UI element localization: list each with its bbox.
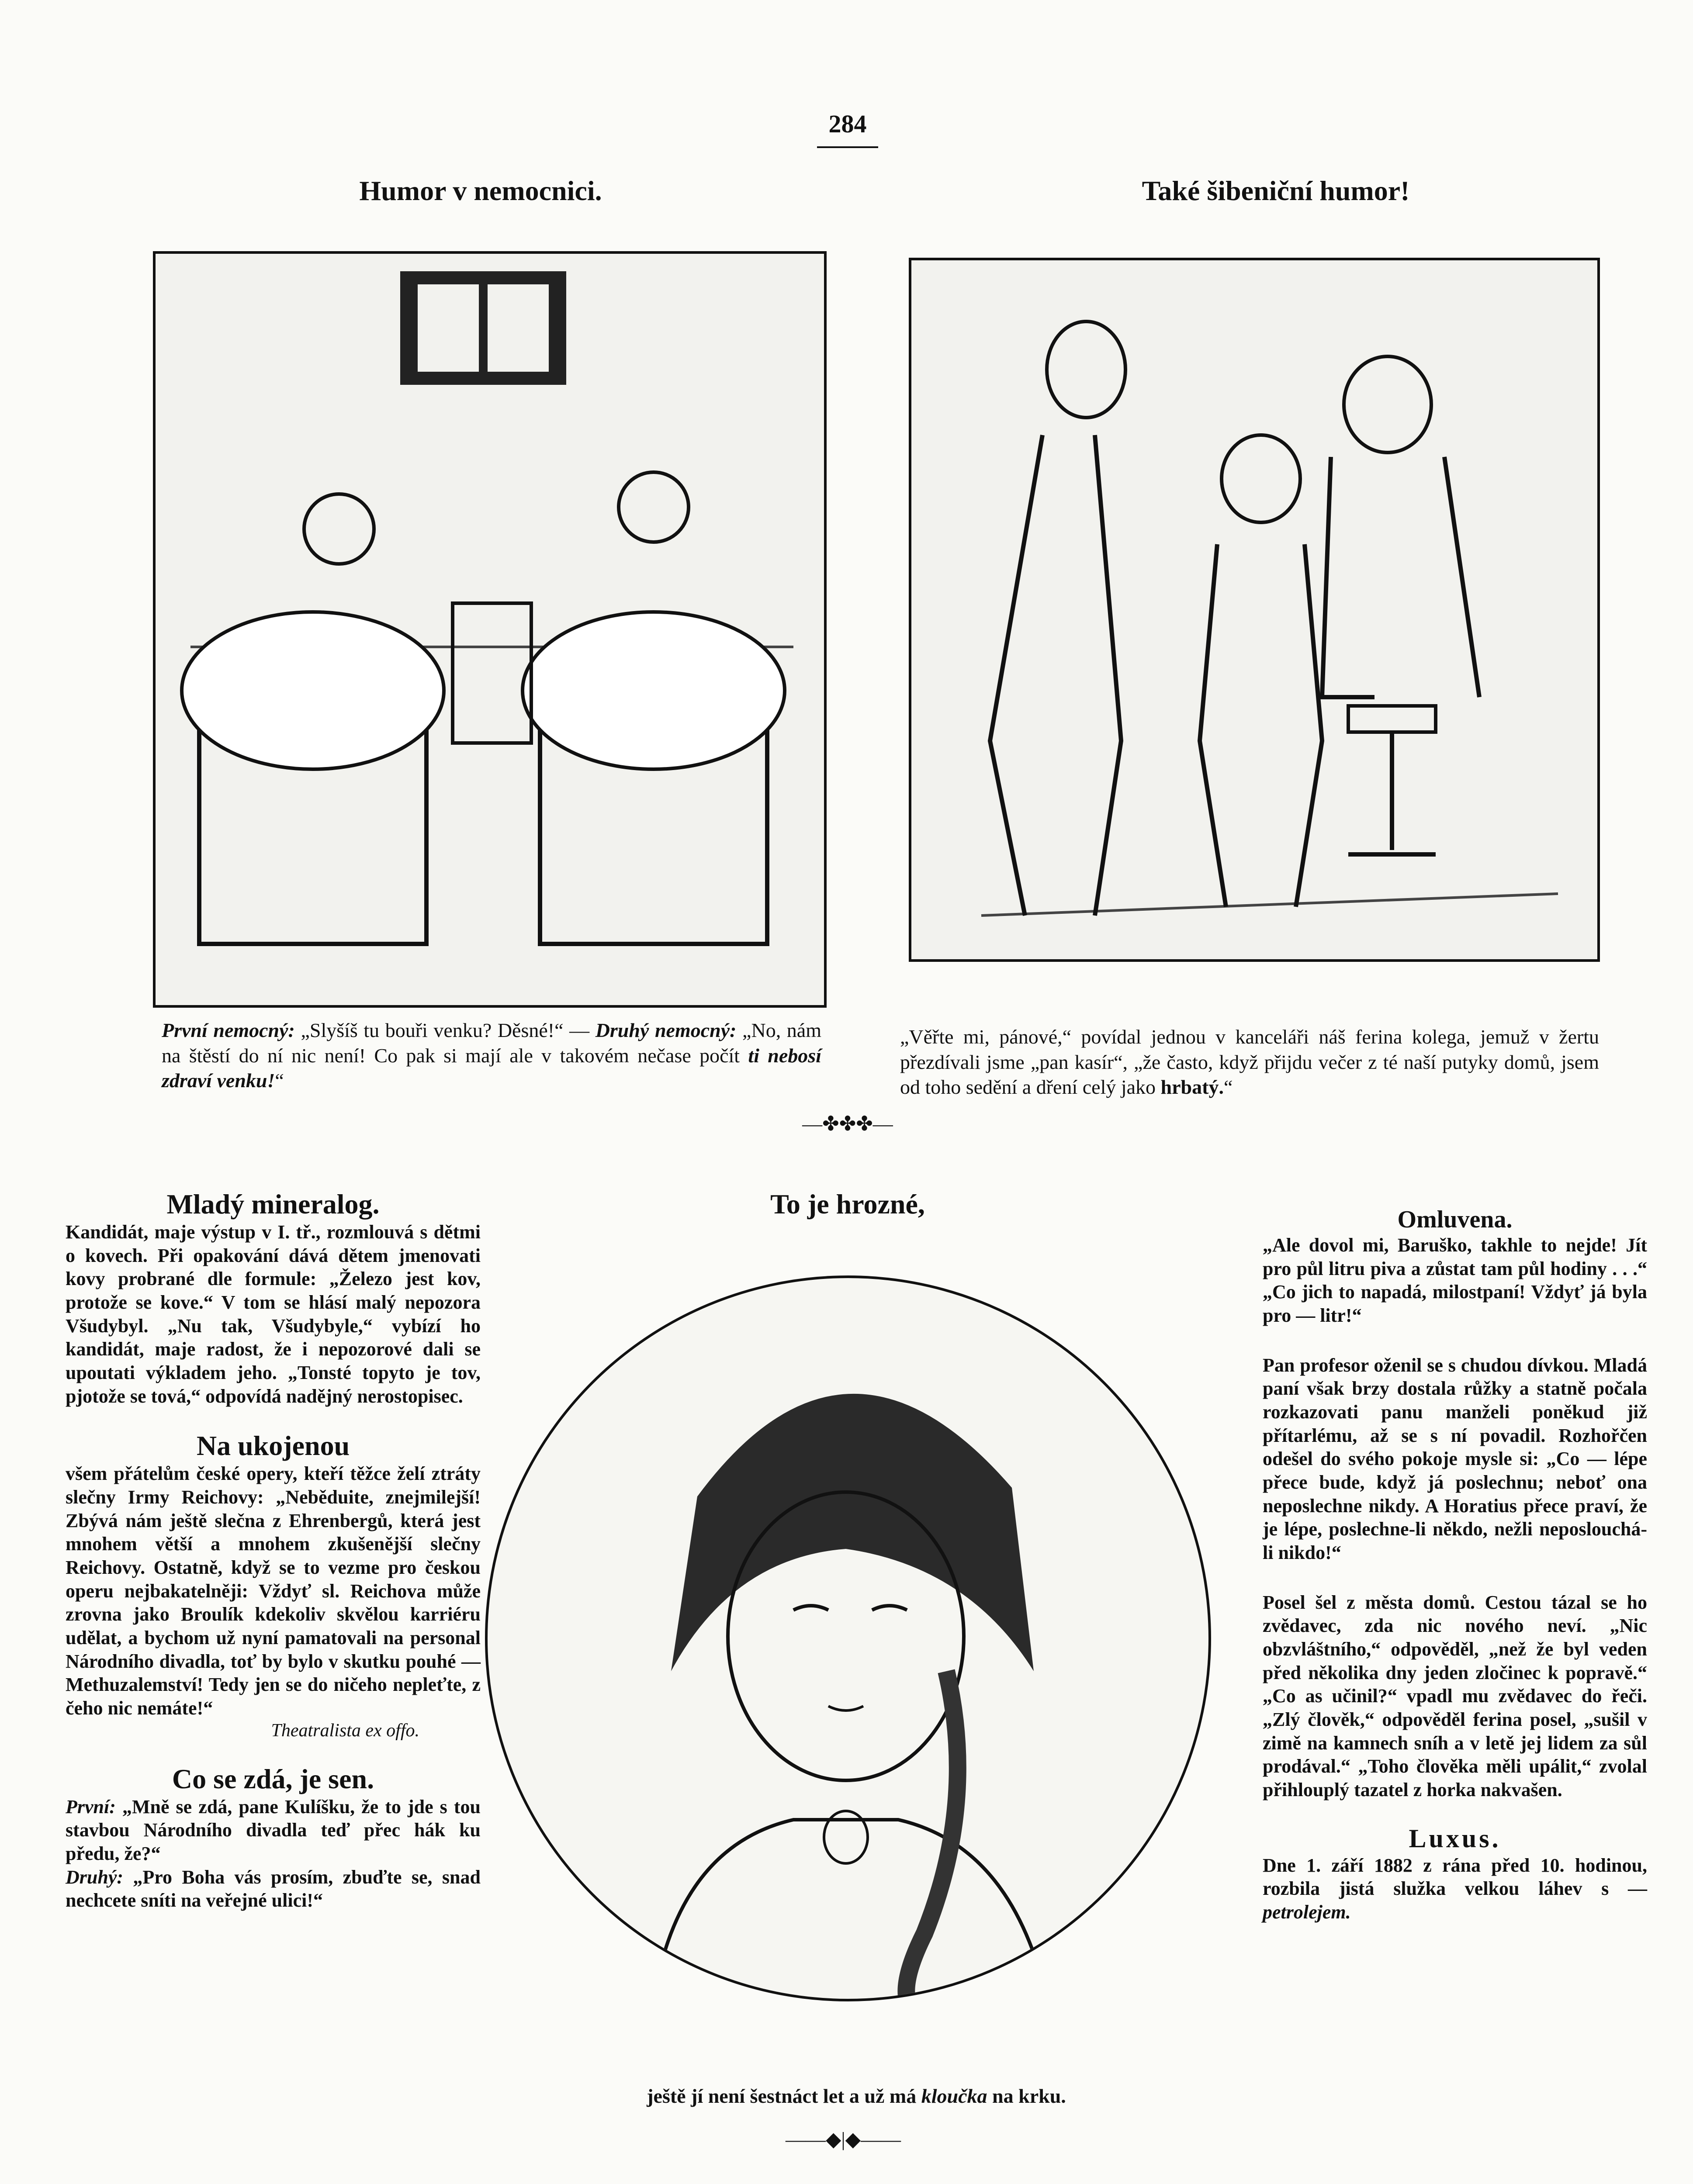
left-cartoon-title: Humor v nemocnici. <box>359 175 602 206</box>
sen-line-1: „Mně se zdá, pane Kulíšku, že to jde s tou stavbou Národního divadla teď přec hák ku předu, že?“ <box>66 1796 481 1865</box>
caption-text-2: „No, nám na štěstí do ní nic není! Co pak si mají ale v takovém nečase počít <box>162 1019 821 1067</box>
ukojenou-signature: Theatralista ex offo. <box>271 1720 419 1741</box>
posel-text: Posel šel z města domů. Cestou tázal se ho zvědavec, zda nic nového neví. „Nic obzvláštního,“ odpověděl, „než že byl veden před několika dny jeden zločinec k popravě.“ „Co as učinil?“ vpadl mu zvědavec do řeči. „Zlý člověk,“ odpověděl ferina posel, „sušil v zimě na kamnech sníh a v letě jej lidem za sůl prodával.“ „Toho člověka měli upálit,“ zvolal přihlouplý tazatel z horka nakvašen. <box>1263 1591 1647 1801</box>
sen-line-2: „Pro Boha vás prosím, zbuďte se, snad nechcete sníti na veřejné ulici!“ <box>66 1866 481 1911</box>
center-divider: ——◆|◆—— <box>786 2128 901 2150</box>
page-number-rule <box>817 146 878 148</box>
left-cartoon-caption <box>162 1018 821 1093</box>
luxus-paragraph <box>1263 1854 1647 1924</box>
sen-dialogue-2 <box>66 1866 481 1912</box>
mineralog-text: Kandidát, maje výstup v I. tř., rozmlouvá s dětmi o kovech. Při opakování dává dětem jmenovati kovy probrané dle formule: „Železo jest kov, protože se kove.“ V tom se hlásí malý nepozora Všudybyl. „Nu tak, Všudybyle,“ vybízí ho kandidát, maje radost, že i nepozorové dali se upoutati výkladem jeho. „Tonsté topyto je tov, pjotože se tová,“ odpovídá nadějný nerostopisec. <box>66 1221 481 1407</box>
right-cartoon-caption <box>900 1024 1599 1100</box>
right-cartoon-title: Také šibeniční humor! <box>1142 175 1410 206</box>
caption-text: „Věřte mi, pánové,“ povídal jednou v kanceláři náš ferina kolega, jemuž v žertu přezdívali jsme „pan kasír“, „že často, když přijdu večer z té naší putyky domů, jsem od toho sedění a dření celý jako <box>900 1026 1599 1098</box>
caption-end: “ <box>275 1069 284 1092</box>
sen-speaker-1: První: <box>66 1796 116 1818</box>
caption-end: “ <box>1223 1076 1233 1098</box>
center-caption <box>555 2084 1158 2109</box>
sen-title: Co se zdá, je sen. <box>172 1763 374 1794</box>
caption-text-1: ještě jí není šestnáct let a už má <box>647 2085 921 2107</box>
ornament-divider: —✤✤✤— <box>802 1113 893 1135</box>
hospital-beds-drawing <box>156 254 824 1005</box>
left-column <box>66 1188 481 1912</box>
luxus-text: Dne 1. září 1882 z rána před 10. hodinou, rozbila jistá služka velkou láhev s — <box>1263 1854 1647 1900</box>
page-number: 284 <box>828 110 867 138</box>
ukojenou-title: Na ukojenou <box>196 1430 350 1462</box>
right-column <box>1263 1206 1647 1924</box>
mineralog-title: Mladý mineralog. <box>166 1189 380 1220</box>
caption-speaker-1: První nemocný: <box>162 1019 295 1041</box>
sen-speaker-2: Druhý: <box>66 1866 124 1888</box>
hospital-illustration <box>153 251 827 1008</box>
office-clerks-drawing <box>911 260 1597 959</box>
girl-portrait-drawing <box>488 1278 1208 1999</box>
caption-speaker-2: Druhý nemocný: <box>595 1019 737 1041</box>
caption-emphasis: kloučka <box>921 2085 987 2107</box>
caption-emphasis: ti nebosí zdraví venku! <box>162 1044 821 1092</box>
center-title: To je hrozné, <box>770 1189 925 1220</box>
luxus-title: Luxus. <box>1409 1824 1501 1853</box>
caption-text-2: na krku. <box>987 2085 1066 2107</box>
luxus-emphasis: petrolejem. <box>1263 1901 1351 1923</box>
girl-portrait <box>485 1275 1211 2001</box>
caption-emphasis: hrbatý. <box>1160 1076 1224 1098</box>
omluvena-text: „Ale dovol mi, Baruško, takhle to nejde! Jít pro půl litru piva a zůstat tam půl hodiny . . .“ „Co jich to napadá, milostpaní! Vždyť já byla pro — litr!“ <box>1263 1234 1647 1327</box>
sen-dialogue-1 <box>66 1795 481 1866</box>
ukojenou-text: všem přátelům české opery, kteří těžce želí ztráty slečny Irmy Reichovy: „Neběduite, znejmilejší! Zbývá nám ještě slečna z Ehrenbergů, která jest mnohem větší a mnohem zkušenější slečny Reichovy. Ostatně, když se to vezme pro českou operu nejbakatelněji: Vždyť sl. Reichova může zrovna jako Broulík kdekoliv skvělou karriéru udělat, a bychom už nyní pamatovali na personal Národního divadla, toť by bylo v skutku pouhé — Methuzalemství! Tedy jen se do ničeho nepleťte, z čeho nic nemáte!“ <box>66 1463 481 1719</box>
profesor-text: Pan profesor oženil se s chudou dívkou. Mladá paní však brzy dostala růžky a statně počala rozkazovati panu manželi poněkud již přítarlému, až se s ní povadil. Rozhořčen odešel do svého pokoje mysle si: „Co — lépe přece bude, když já poslechnu; neboť ona neposlechne nikdy. A Horatius přece praví, že je lépe, poslechne-li někdo, nežli neposlouchá-li nikdo!“ <box>1263 1354 1647 1564</box>
office-illustration <box>909 258 1600 962</box>
omluvena-title: Omluvena. <box>1397 1206 1513 1233</box>
caption-text-1: „Slyšíš tu bouři venku? Děsné!“ — <box>294 1019 595 1041</box>
